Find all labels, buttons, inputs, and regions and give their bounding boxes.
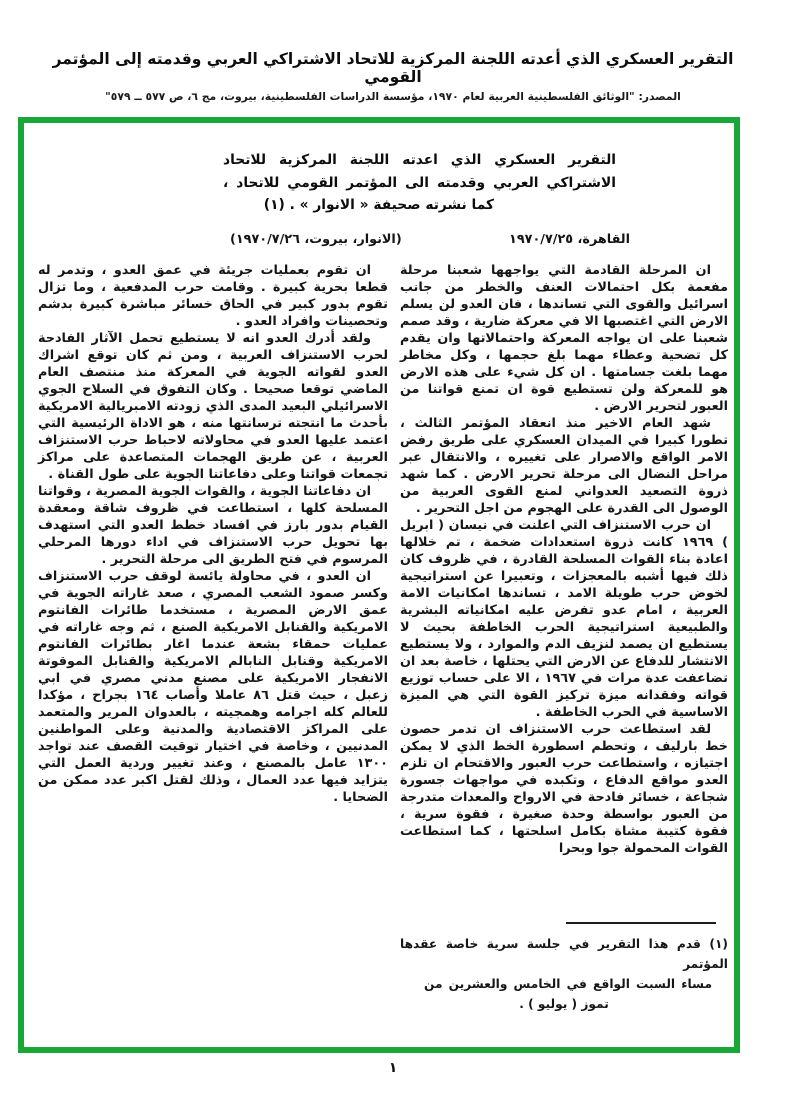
- paragraph: ان دفاعاتنا الجوية ، والقوات الجوية المصرية ، وقواتنا المسلحة كلها ، استطاعت في ظروف شاقة ومعقدة القيام بدور بارز في افساد خطط العدو التي استهدف بها تحويل حرب الاستنزاف في اداء دورها المرحلي المرسوم في فتح الطريق الى مرحلة التحرير .: [38, 483, 388, 567]
- text-columns: [24, 262, 734, 1040]
- footnote-block: [400, 922, 728, 1014]
- footnote: [400, 934, 728, 1014]
- dateline-publication: (الانوار، بيروت، ١٩٧٠/٧/٢٦): [230, 231, 402, 247]
- footnote-line: مساء السبت الواقع في الخامس والعشرين من: [424, 976, 712, 991]
- paragraph: ان حرب الاستنزاف التي اعلنت في نيسان ( ابريل ) ١٩٦٩ كانت ذروة استعدادات ضخمة ، تم خلالها اعادة بناء القوات المسلحة القادرة ، في ظروف كان ذلك فيها أشبه بالمعجزات ، وتعبيرا عن استراتيجية لخوض حرب طويلة الامد ، تساندها امكانيات الامة العربية ، امام عدو تفرض عليه امكانياته البشرية والطبيعية استراتيجية الحرب الخاطفة بحيث لا يستطيع ان يصمد لنزيف الدم والموارد ، ولا يستطيع الانتشار للدفاع عن الارض التي يحتلها ، خاصة بعد ان تضاعفت عدة مرات في ١٩٦٧ ، الا على حساب توزيع قواته وفقدانه ميزة تركيز القوة التي هي الميزة الاساسية في الحرب الخاطفة .: [400, 517, 728, 720]
- paragraph: شهد العام الاخير منذ انعقاد المؤتمر الثالث ، تطورا كبيرا في الميدان العسكري على طريق رفض الامر الواقع والاصرار على تغييره ، والانتقال عبر مراحل النضال الى مرحلة تحرير الارض . كما شهد ذروة التصعيد العدواني لمنع القوى العربية من الوصول الى القدرة على الهجوم من اجل التحرير .: [400, 415, 728, 516]
- report-title: [223, 149, 616, 217]
- document-frame: [18, 117, 740, 1053]
- footnote-separator: [566, 922, 716, 924]
- footnote-line: (١) قدم هذا التقرير في جلسة سرية خاصة عقدها المؤتمر: [400, 936, 728, 971]
- paragraph: لقد استطاعت حرب الاستنزاف ان تدمر حصون خط بارليف ، وتحطم اسطورة الخط الذي لا يمكن اجتيازه ، واستطاعت حرب العبور والاقتحام ان تلزم العدو مواقع الدفاع ، وتكبده في مواجهات جسورة شجاعة ، خسائر فادحة في الارواح والمعدات متدرجة من العبور بواسطة وحدة صغيرة ، فقوة سرية ، فقوة كتيبة مشاة بكامل اسلحتها ، كما استطاعت القوات المحمولة جوا وبحرا: [400, 721, 728, 856]
- footnote-line: تموز ( يوليو ) .: [519, 996, 609, 1011]
- dateline-place-date: القاهرة، ١٩٧٠/٧/٢٥: [509, 231, 630, 247]
- dateline: [230, 232, 630, 247]
- paragraph: ان العدو ، في محاولة يائسة لوقف حرب الاستنزاف وكسر صمود الشعب المصري ، صعد غاراته الجوية في عمق الارض المصرية ، مستخدما طائرات الفانتوم الامريكية والقنابل الامريكية الصنع ، ثم وجه غاراته في عمليات حمقاء بشعة عندما اغار بطائرات الفانتوم الامريكية وقنابل النابالم الامريكية والقنابل الموقوتة الانفجار الامريكية على مصنع مدني مصري في ابي زعبل ، حيث قتل ٨٦ عاملا وأصاب ١٦٤ بجراح ، مؤكدا للعالم كله اجرامه وهمجيته ، بالعدوان المرير والمتعمد على المراكز الاقتصادية والمدنية وعلى المواطنين المدنيين ، وخاصة في اختيار توقيت القصف عند تواجد ١٣٠٠ عامل بالمصنع ، وعند تغيير وردية العمل التي يتزايد فيها عدد العمال ، وذلك لقتل اكبر عدد ممكن من الضحايا .: [38, 568, 388, 805]
- column-left: [38, 262, 388, 1040]
- report-title-line: التقرير العسكري الذي اعدته اللجنة المركزية للاتحاد: [223, 152, 616, 168]
- source-citation: المصدر: "الوثائق الفلسطينية العربية لعام ١٩٧٠، مؤسسة الدراسات الفلسطينية، بيروت، مج ٦، ص ٥٧٧ ــ ٥٧٩": [105, 90, 681, 103]
- report-title-line: كما نشرته صحيفة « الانوار » . (١): [263, 197, 494, 213]
- paragraph: ان تقوم بعمليات جريئة في عمق العدو ، وتدمر له قطعا بحرية كبيرة . وقامت حرب المدفعية ، وما تزال تقوم بدور كبير في الحاق خسائر مباشرة كبيرة بدشم وتحصينات وافراد العدو .: [38, 262, 388, 329]
- report-title-line: الاشتراكي العربي وقدمته الى المؤتمر القومي للاتحاد ،: [223, 174, 616, 191]
- paragraph: ولقد أدرك العدو انه لا يستطيع تحمل الآثار الفادحة لحرب الاستنزاف العربية ، ومن ثم كان توقع اشراك العدو لقواته الجوية في المعركة منذ منتصف العام الماضي توقعا صحيحا . وكان التفوق في السلاح الجوي الاسرائيلي البعيد المدى الذي زودته الامبريالية الامريكية بأحدث ما انتجته ترسانتها منه ، هو الاداة الرئيسية التي اعتمد عليها العدو في محاولاته لاحباط حرب الاستنزاف العربية ، عن طريق الهجمات المتصاعدة على مراكز تجمعات قواتنا وعلى دفاعاتنا الجوية على طول القناة .: [38, 330, 388, 482]
- page-title: التقرير العسكري الذي أعدته اللجنة المركزية للاتحاد الاشتراكي العربي وقدمته إلى المؤتمر القومي: [52, 50, 734, 86]
- column-right: [400, 262, 728, 1040]
- page-number: ١: [388, 1060, 398, 1076]
- paragraph: ان المرحلة القادمة التي يواجهها شعبنا مرحلة مفعمة بكل احتمالات العنف والخطر من جانب اسرائيل والقوى التي تساندها ، فان العدو لن يسلم الارض التي اغتصبها الا في معركة ضارية ، وقد صمم شعبنا على ان يواجه المعركة واحتمالاتها وان يقدم كل تضحية وعطاء مهما بلغ حجمها ، وكل مخاطر مهما بلغت جسامتها . ان كل شيء على هذه الارض هو للمعركة ولن تستطيع قوة ان تمنع قواتنا من العبور لتحرير الارض .: [400, 262, 728, 414]
